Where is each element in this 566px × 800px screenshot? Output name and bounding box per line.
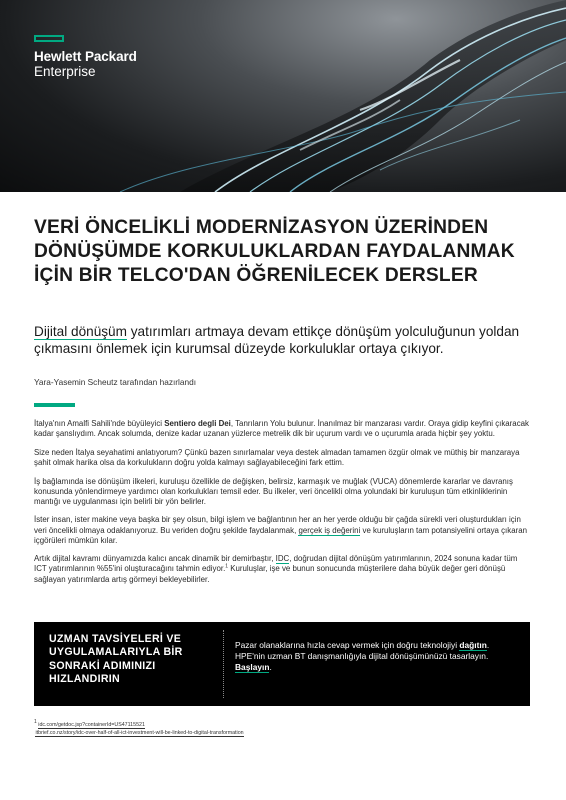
footnote-1-number: 1	[34, 719, 37, 726]
paragraph-4-text-a: İster insan, ister makine veya başka bir şey olsun, bilgi işlem ve bağlantının her an her yerde olduğu bir çağda sürekli veri oluşturdukları için veri öncelikli olmaya odaklanıyoruz. Bu veriden doğru şekilde faydalanmak,	[34, 515, 521, 535]
get-started-link[interactable]: Başlayın	[235, 662, 270, 673]
cta-banner	[34, 622, 530, 706]
hero-image	[0, 0, 566, 192]
subtitle	[34, 323, 539, 357]
paragraph-1-text-b: , Tanrıların Yolu bulunur. İnanılmaz bir manzarası vardır. Oraya gidip keyfini çıkaracak kadar şanslıydım. Ancak solumda, denize kadar uzanan yüzlerce metrelik dik bir uçurum vardı ve o uçurumla arada hiçbir şey yoktu.	[34, 419, 529, 439]
light-trail-road-illustration	[0, 0, 566, 192]
footnotes	[34, 721, 244, 737]
author-byline: Yara-Yasemin Scheutz tarafından hazırlandı	[34, 377, 197, 387]
paragraph-5-text-b: , doğrudan dijital dönüşüm yatırımlarının, 2024 sonuna kadar tüm ICT yatırımlarının %55'ini oluşturacağını tahmin ediyor.	[34, 554, 518, 574]
cta-text-a: Pazar olanaklarına hızla cevap vermek için doğru teknolojiyi	[235, 640, 460, 650]
paragraph-5-text-a: Artık dijital kavramı dünyamızda kalıcı ancak dinamik bir demirbaştır,	[34, 554, 276, 564]
logo-text-line2: Enterprise	[34, 64, 96, 79]
hpe-logo-element	[34, 35, 64, 42]
hpe-logo	[34, 35, 137, 79]
accent-divider	[34, 403, 75, 407]
paragraph-5-text-c: Kuruluşlar, işe ve bunun sonucunda müşterilere daha büyük değer geri dönüşü sağlayan yatırımlarda artış görmeyi bekleyebilirler.	[34, 564, 506, 584]
paragraph-2: Size neden İtalya seyahatimi anlatıyorum? Çünkü bazen sınırlamalar veya destek almadan tamamen özgür olmak ve müthiş bir manzaraya şahit olmak harika olsa da korkulukların doğru yolda kalmayı sağlayabileceğini fark ettim.	[34, 447, 520, 467]
cta-deploy-link[interactable]: dağıtın	[459, 640, 487, 650]
article-body	[34, 419, 532, 593]
page-title: VERİ ÖNCELİKLİ MODERNİZASYON ÜZERİNDEN DÖNÜŞÜMDE KORKULUKLARDAN FAYDALANMAK İÇİN BİR TELCO'DAN ÖĞRENİLECEK DERSLER	[34, 217, 515, 286]
cta-text-b: . HPE'nin uzman BT danışmanlığıyla dijital dönüşümünüzü tasarlayın.	[235, 640, 490, 662]
footnote-1-link[interactable]: idc.com/getdoc.jsp?containerId=US47115521	[38, 722, 145, 728]
digital-transformation-link[interactable]: Dijital dönüşüm	[34, 324, 127, 339]
paragraph-1	[34, 419, 532, 439]
logo-text-line1: Hewlett Packard	[34, 49, 137, 64]
paragraph-4-text-b: ve kuruluşların tam potansiyelini ortaya çıkaran içgörüleri mümkün kılar.	[34, 525, 527, 545]
cta-text-end: .	[269, 662, 272, 673]
paragraph-1-text-a: İtalya'nın Amalfi Sahili'nde büyüleyici	[34, 419, 165, 428]
footnote-2-link[interactable]: itbrief.co.nz/story/idc-over-half-of-all-ict-investment-will-be-linked-to-digital-transformation	[35, 730, 244, 736]
cta-heading: UZMAN TAVSİYELERİ VE UYGULAMALARIYLA BİR SONRAKİ ADIMINIZI HIZLANDIRIN	[49, 633, 183, 686]
business-value-link[interactable]: gerçek iş değerini	[298, 525, 361, 535]
idc-link[interactable]: IDC	[275, 554, 290, 564]
cta-divider	[223, 630, 224, 698]
paragraph-3: İş bağlamında ise dönüşüm ilkeleri, kuruluşu özellikle de değişken, belirsiz, karmaşık ve muğlak (VUCA) dönemlerde kararlar ve davranış konusunda yönlendirmeye yardımcı olan korkulukları temsil eder. Bu ilkeler, veri öncelikli olma yolundaki bir kuruluşun tüm etkinliklerinin mantığı ve uygulanması için belirli bir yön belirler.	[34, 476, 513, 506]
footnote-ref: 1	[225, 563, 229, 570]
cta-body	[235, 640, 520, 674]
subtitle-text: yatırımları artmaya devam ettikçe dönüşüm yolculuğunun yoldan çıkmasını önlemek için kurumsal düzeyde korkuluklar ortaya çıkıyor.	[34, 324, 520, 356]
footnote-2	[34, 729, 244, 737]
paragraph-5	[34, 554, 532, 584]
paragraph-1-bold: Sentiero degli Dei	[164, 419, 231, 428]
paragraph-4	[34, 515, 532, 545]
footnote-1	[34, 721, 244, 729]
